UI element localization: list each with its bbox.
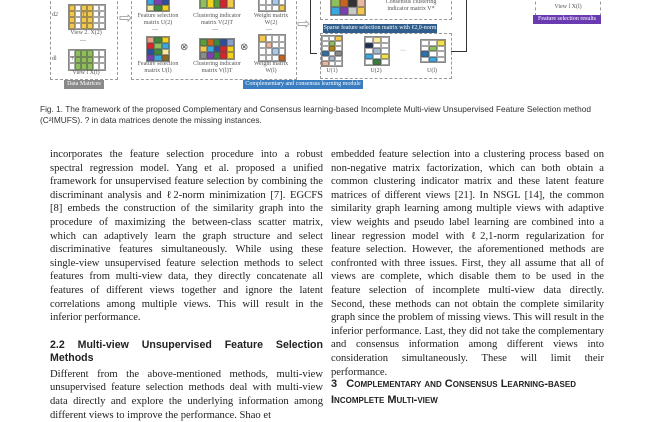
results-view-label: View l X(l) — [554, 4, 582, 10]
right-paragraph-1: embedded feature selection into a clustering process based on non-negative matrix factorization, which can both obtain a common clustering indicator matrix and these latent feature matrices of different views [21]. In NSGL [14], the common similarity graph learning among multiple views with adaptive view weights and pseudo label learning are combined into a linear regression model with ℓ2,1-norm regularization for feature selection. However, the aforementioned methods are confronted with three issues. First, they all assume that all of views are complete, which disable them to be used in the feature selection of incomplete multi-view data directly. Second, these methods can not obtain the complete similarity graph since the problem of missing views. This will result in the inferior performance. Last, they did not take the complementary and consensus information among different views into consideration simultaneously. These will limit their performance. — [331, 149, 604, 378]
w2-label: Weight matrix W(2) — [253, 13, 289, 26]
v2-label: Clustering indicator matrix V(2)T — [193, 13, 241, 26]
section-heading-3 — [331, 376, 604, 408]
vl-label: Clustering indicator matrix V(l)T — [193, 61, 241, 74]
missing-marker: ? — [98, 12, 101, 18]
row-ellipsis: — — [212, 27, 218, 33]
otimes-operator: ⊗ — [240, 42, 249, 53]
left-paragraph-2: Different from the above-mentioned methods, multi-view unsupervised feature selection methods deal with multi-view data directly and explore the underlying information among different views to improve the performance. Shao et — [50, 368, 323, 421]
left-column — [50, 148, 323, 422]
row-ellipsis: — — [152, 27, 158, 33]
figure-caption: Fig. 1. The framework of the proposed Complementary and Consensus learning-based Incomplete Multi-view Unsupervised Feature Selection method (C²IMUFS). ? in data matrices denote the missing instances. — [40, 104, 591, 125]
sparse-tag: Sparse feature selection matrix with ℓ2,0-norm — [323, 25, 437, 31]
dim-label-d2: d2 — [52, 12, 58, 18]
missing-marker: ? — [82, 12, 85, 18]
view-l-label: View l X(l) — [72, 70, 100, 76]
u2-label: Feature selection matrix U(2) — [137, 13, 179, 26]
figure — [0, 0, 650, 95]
arrow-right-icon: ⇨ — [119, 10, 133, 27]
consensus-label: Consensus clustering indicator matrix V* — [385, 0, 437, 12]
u1-sparse-matrix — [321, 35, 343, 67]
learning-module-tag: Complementary and consensus learning module — [243, 80, 363, 89]
section-number: 3 — [331, 378, 338, 390]
right-column — [331, 148, 604, 379]
u1-label: U(1) — [326, 68, 338, 74]
arrow-right-icon: ⇨ — [297, 16, 311, 33]
sparse-ellipsis: ··· — [400, 48, 406, 54]
u2-matrix — [146, 0, 170, 12]
view-2-label: View 2. X(2) — [70, 30, 102, 36]
missing-marker: ? — [71, 56, 74, 62]
u2-sparse-label: U(2) — [370, 68, 382, 74]
v2-matrix — [199, 0, 235, 9]
view-ellipsis: — — [80, 38, 86, 44]
dim-label-dl: dl — [52, 56, 57, 62]
vl-matrix — [199, 38, 235, 60]
wl-label: Weight matrix W(l) — [253, 61, 289, 74]
ul-matrix — [146, 36, 170, 62]
row-ellipsis: — — [266, 27, 272, 33]
otimes-operator: ⊗ — [180, 42, 189, 53]
ul-label: Feature selection matrix U(l) — [137, 61, 179, 74]
w2-matrix — [258, 0, 286, 12]
results-tag: Feature selection results — [533, 15, 601, 24]
ul-sparse-matrix — [420, 39, 446, 63]
consensus-matrix — [330, 0, 366, 16]
bracket — [310, 0, 317, 54]
connector-line — [451, 0, 467, 52]
u2-sparse-matrix — [364, 36, 390, 66]
section-heading-2-2: 2.2 Multi-view Unsupervised Feature Selection Methods — [50, 338, 323, 364]
section-title: Complementary and Consensus Learning-based Incomplete Multi-view — [331, 378, 576, 406]
wl-matrix — [258, 34, 286, 62]
left-paragraph-1: incorporates the feature selection procedure into a robust spectral regression model. Yang et al. proposed a unified framework for unsupervised feature selection by combining the discriminant analysis and ℓ2-norm minimization [7]. EGCFS [8] embeds the construction of the similarity graph into the procedure of maximizing the between-class scatter matrix, which can adaptively learn the graph structure and select discriminative features simultaneously. While using these single-view unsupervised feature selection methods to select features from multi-view data, they directly concatenate all features of different views together and ignore the latent correlations among multiple views. This will result in the inferior performance. — [50, 149, 323, 324]
ul-sparse-label: U(l) — [427, 68, 437, 74]
data-matrices-tag: Data Matrices — [64, 80, 104, 89]
missing-marker: ? — [98, 56, 101, 62]
